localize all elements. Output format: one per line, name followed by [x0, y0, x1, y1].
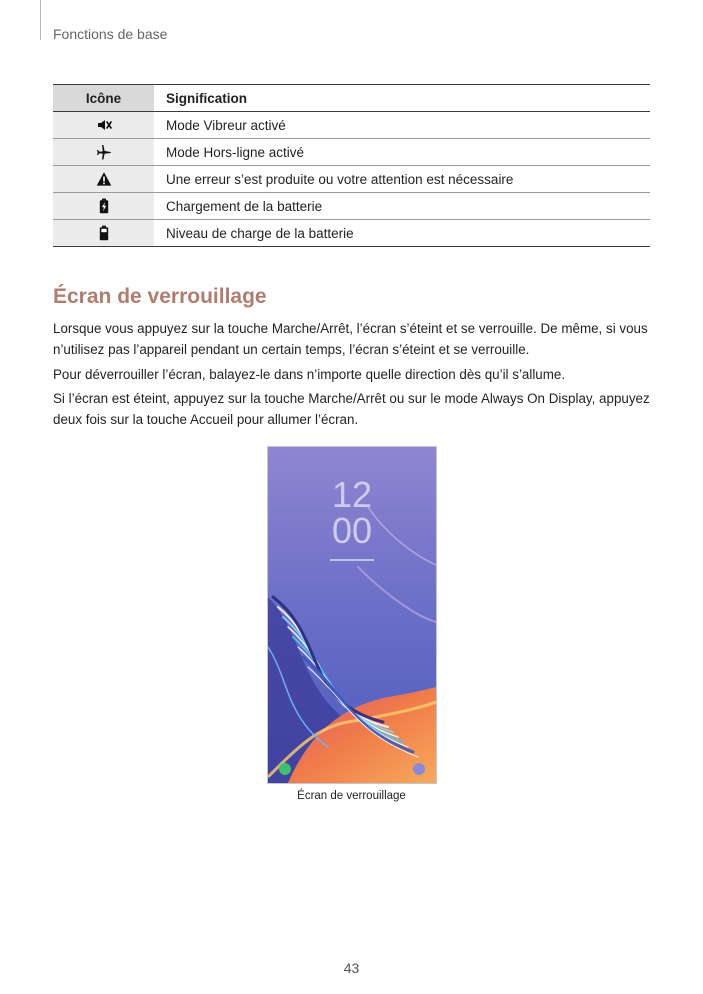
running-header: Fonctions de base: [53, 26, 168, 42]
meaning-cell: Une erreur s’est produite ou votre attention est nécessaire: [154, 166, 650, 193]
table-header-row: [53, 85, 650, 112]
column-header-meaning: Signification: [154, 85, 650, 112]
table-row: [53, 139, 650, 166]
paragraph: Si l’écran est éteint, appuyez sur la touche Marche/Arrêt ou sur le mode Always On Display, appuyez deux fois sur la touche Accueil pour allumer l’écran.: [53, 391, 650, 427]
table-row: [53, 166, 650, 193]
clock-hours: 12: [331, 474, 373, 515]
icon-cell: [53, 139, 154, 166]
meaning-cell: Mode Hors-ligne activé: [154, 139, 650, 166]
paragraph: Pour déverrouiller l’écran, balayez-le dans n’importe quelle direction dès qu’il s’allume.: [53, 367, 566, 382]
icon-cell: [53, 220, 154, 247]
table-row: [53, 220, 650, 247]
warning-icon: [96, 171, 112, 187]
margin-rule: [40, 0, 41, 40]
meaning-cell: Mode Vibreur activé: [154, 112, 650, 139]
lock-screen-illustration: [267, 446, 437, 784]
icon-cell: [53, 166, 154, 193]
table-row: [53, 193, 650, 220]
page-number: 43: [343, 960, 360, 976]
battery-charging-icon: [96, 198, 112, 214]
phone-shortcut-icon[interactable]: [279, 763, 291, 775]
icon-cell: [53, 193, 154, 220]
airplane-mode-icon: [96, 144, 112, 160]
camera-shortcut-icon[interactable]: [413, 763, 425, 775]
clock-minutes: 00: [331, 510, 373, 551]
date-line: [330, 559, 374, 561]
paragraph: Lorsque vous appuyez sur la touche Marche/Arrêt, l’écran s’éteint et se verrouille. De même, si vous n’utilisez pas l’appareil pendant un certain temps, l’écran s’éteint et se verrouille.: [53, 321, 648, 357]
vibrate-mode-icon: [96, 117, 112, 133]
figure-caption: Écran de verrouillage: [297, 790, 406, 802]
meaning-cell: Niveau de charge de la batterie: [154, 220, 650, 247]
lock-screen-wallpaper: [268, 447, 436, 783]
column-header-icon: Icône: [53, 85, 154, 112]
meaning-cell: Chargement de la batterie: [154, 193, 650, 220]
table-row: [53, 112, 650, 139]
icon-cell: [53, 112, 154, 139]
status-icon-table: [53, 84, 650, 247]
battery-level-icon: [96, 225, 112, 241]
section-title: Écran de verrouillage: [53, 285, 267, 308]
